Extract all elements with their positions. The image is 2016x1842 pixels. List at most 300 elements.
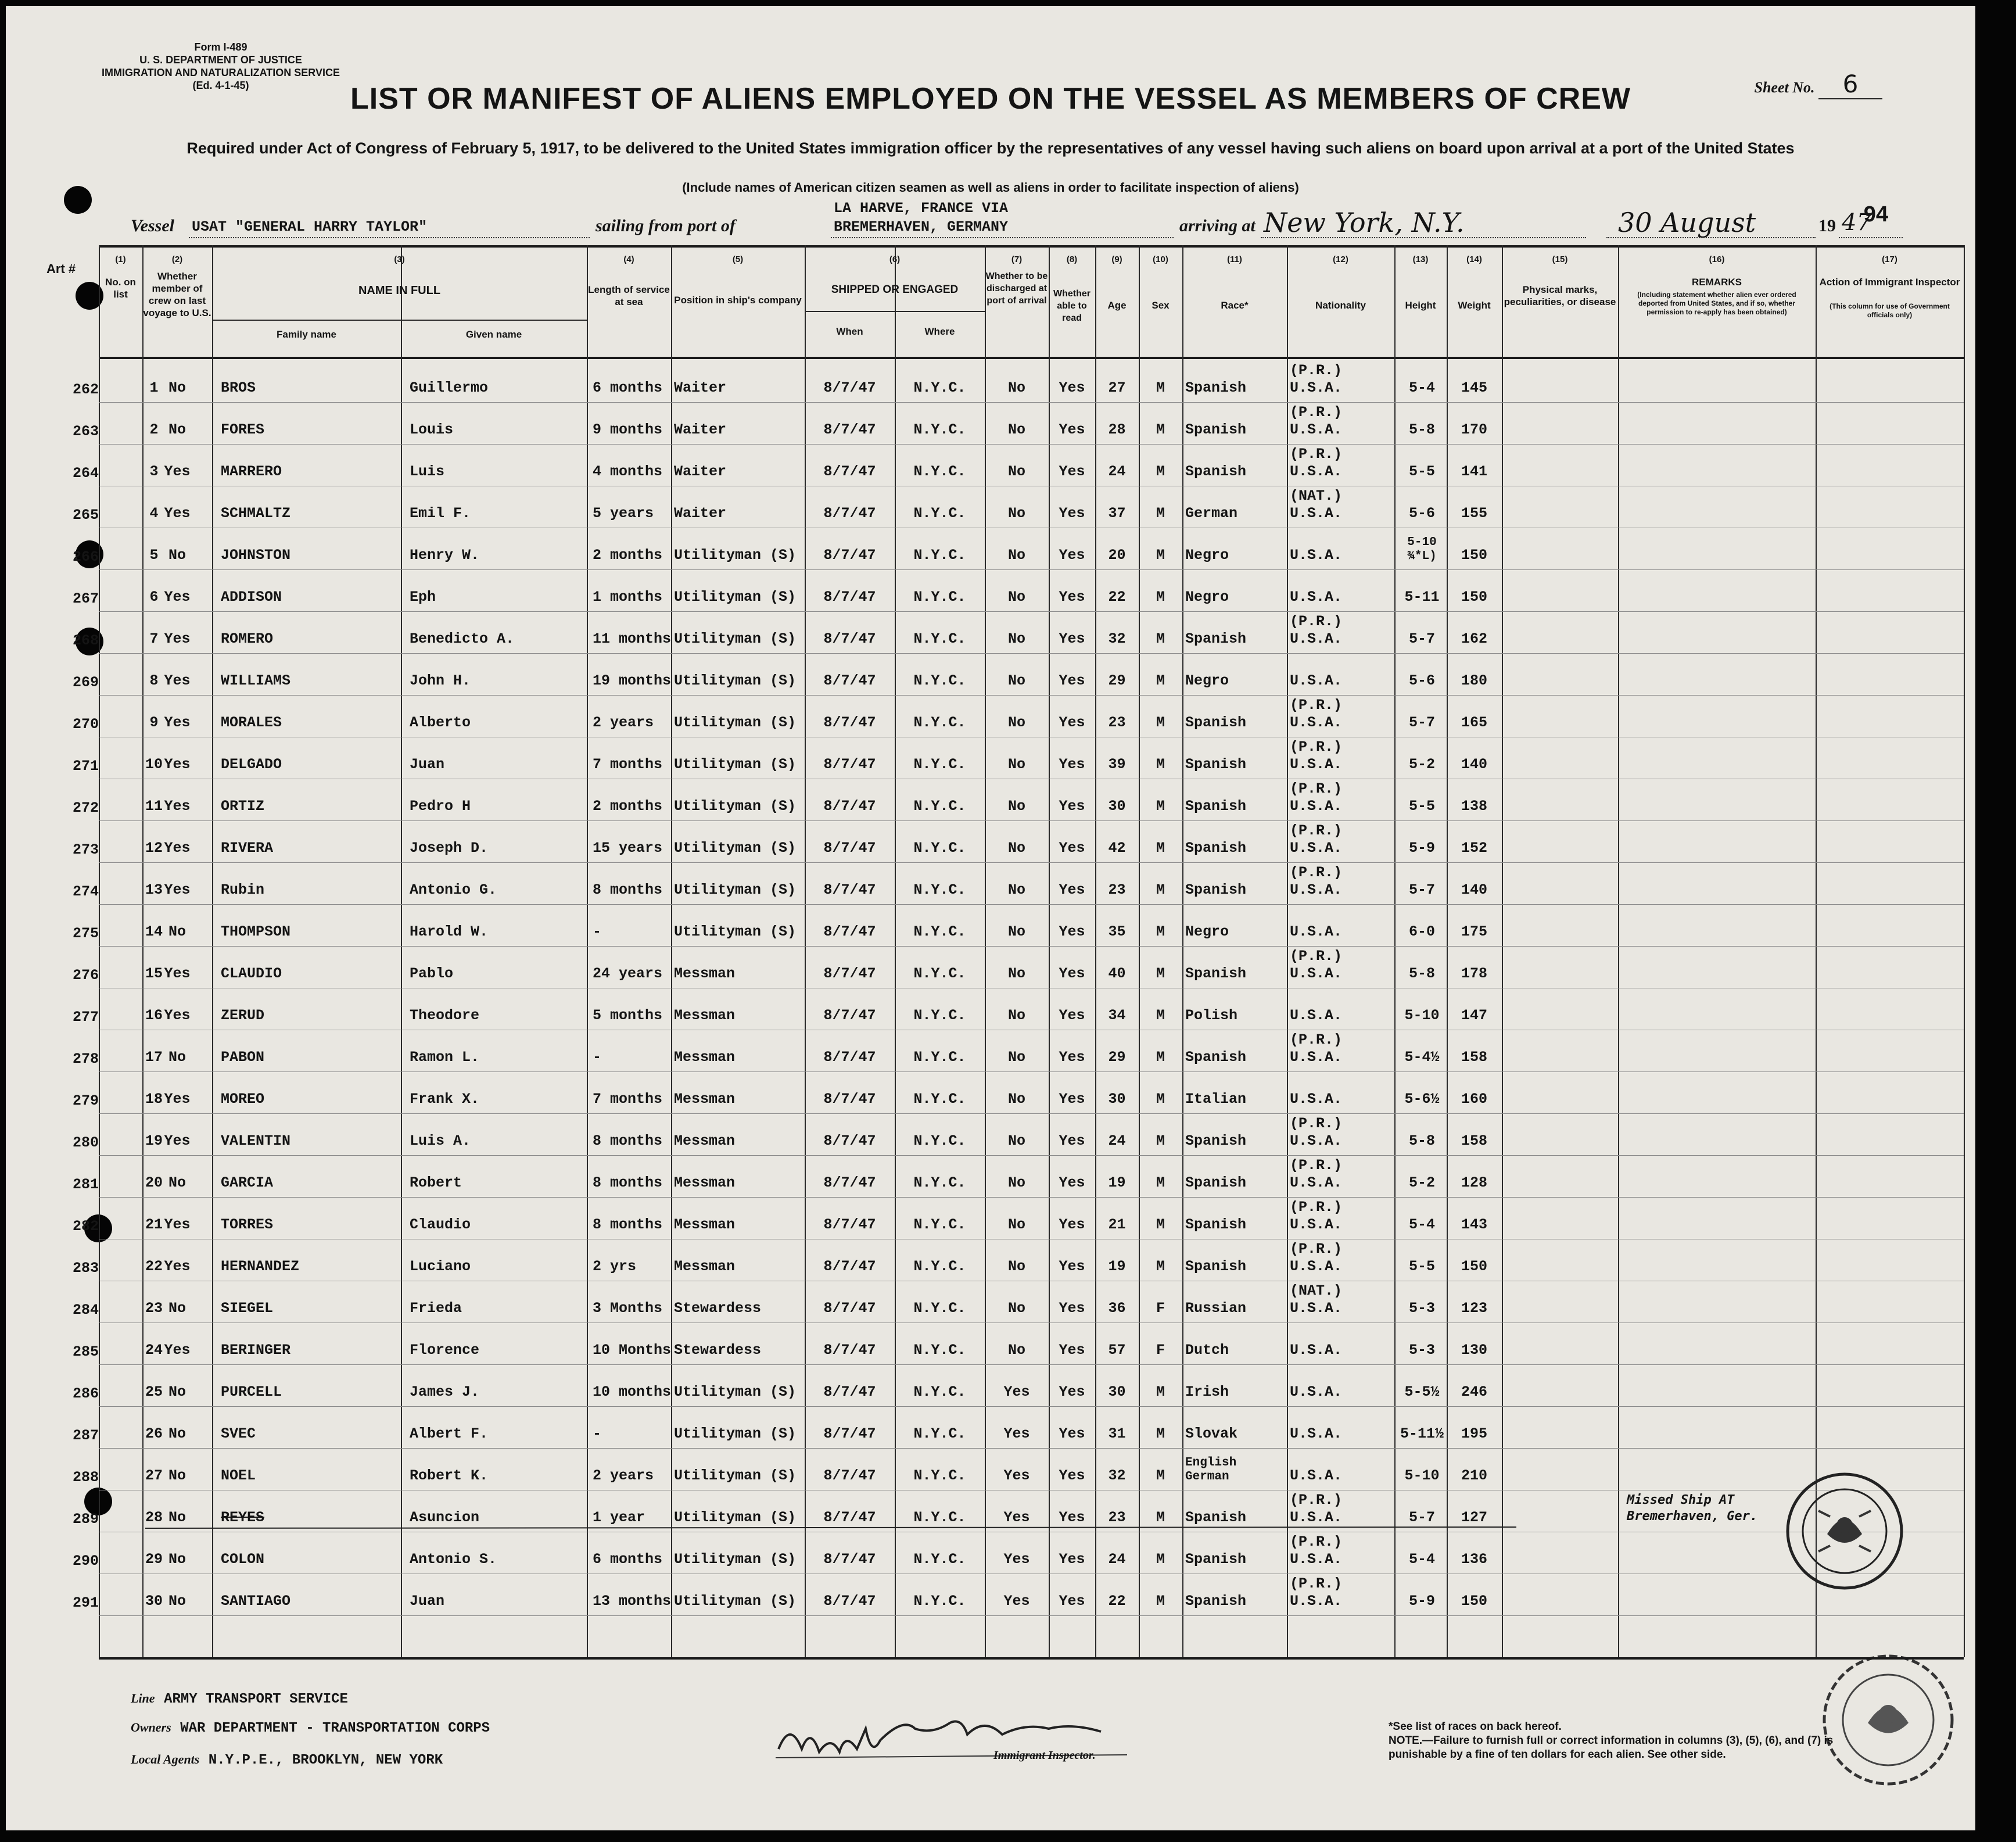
cell-nationality: U.S.A. (1290, 1425, 1343, 1442)
col-header-sex: Sex (1152, 300, 1170, 311)
cell-discharged: No (1007, 840, 1025, 857)
cell-weight: 160 (1461, 1091, 1487, 1108)
cell-no: 25 (145, 1384, 163, 1400)
cell-weight: 150 (1461, 589, 1487, 605)
col-num: (9) (1111, 255, 1122, 264)
cell-sex: M (1156, 798, 1165, 815)
cell-race: Negro (1185, 547, 1229, 564)
cell-given-name: Florence (410, 1342, 480, 1359)
cell-where: N.Y.C. (913, 421, 966, 438)
cell-last-voyage: Yes (164, 1258, 191, 1275)
cell-nationality: U.S.A. (1290, 1467, 1343, 1484)
cell-weight: 170 (1461, 421, 1487, 438)
cell-weight: 246 (1461, 1384, 1487, 1400)
cell-last-voyage: No (168, 923, 186, 940)
cell-no: 29 (145, 1551, 163, 1568)
table-row (99, 737, 1964, 779)
cell-family-name: NOEL (221, 1467, 256, 1484)
cell-where: N.Y.C. (913, 840, 966, 857)
cell-service: 6 months (593, 1551, 663, 1568)
cell-read: Yes (1059, 1258, 1085, 1275)
cell-discharged: Yes (1003, 1593, 1030, 1610)
art-number: 269 (72, 674, 99, 691)
cell-given-name: Guillermo (410, 379, 489, 396)
table-row (99, 1406, 1964, 1449)
cell-where: N.Y.C. (913, 965, 966, 982)
cell-where: N.Y.C. (913, 1342, 966, 1359)
cell-family-name: Rubin (221, 881, 265, 898)
cell-sex: M (1156, 756, 1165, 773)
cell-position: Utilityman (S) (674, 714, 797, 731)
cell-last-voyage: Yes (164, 798, 191, 815)
col-num: (6) (889, 255, 901, 264)
cell-given-name: Frank X. (410, 1091, 480, 1108)
cell-sex: M (1156, 1216, 1165, 1233)
cell-position: Utilityman (S) (674, 840, 797, 857)
cell-age: 24 (1108, 463, 1126, 480)
cell-no: 26 (145, 1425, 163, 1442)
cell-sex: M (1156, 1049, 1165, 1066)
cell-position: Stewardess (674, 1300, 762, 1317)
port-line-2: BREMERHAVEN, GERMANY (834, 218, 1009, 235)
cell-family-name: MORALES (221, 714, 282, 731)
cell-no: 11 (145, 798, 163, 815)
cell-weight: 136 (1461, 1551, 1487, 1568)
cell-discharged: No (1007, 672, 1025, 689)
cell-sex: M (1156, 714, 1165, 731)
cell-sex: M (1156, 1509, 1165, 1526)
cell-where: N.Y.C. (913, 1174, 966, 1191)
cell-when: 8/7/47 (823, 923, 876, 940)
cell-family-name: ORTIZ (221, 798, 265, 815)
cell-service: 7 months (593, 1091, 663, 1108)
cell-when: 8/7/47 (823, 1133, 876, 1149)
cell-family-name: DELGADO (221, 756, 282, 773)
cell-position: Utilityman (S) (674, 881, 797, 898)
table-row (99, 946, 1964, 988)
cell-nationality: U.S.A. (1290, 1551, 1343, 1568)
cell-weight: 141 (1461, 463, 1487, 480)
footer-line-label: Line (131, 1691, 155, 1705)
cell-no: 7 (149, 630, 159, 647)
cell-race: Spanish (1185, 965, 1247, 982)
cell-read: Yes (1059, 1174, 1085, 1191)
cell-age: 24 (1108, 1551, 1126, 1568)
cell-last-voyage: No (168, 1174, 186, 1191)
cell-service: 2 years (593, 714, 654, 731)
cell-race: Spanish (1185, 798, 1247, 815)
cell-weight: 150 (1461, 547, 1487, 564)
cell-family-name: THOMPSON (221, 923, 291, 940)
cell-where: N.Y.C. (913, 1384, 966, 1400)
document-subnote: (Include names of American citizen seamen as well as aliens in order to facilitate inspection of aliens) (682, 180, 1299, 195)
cell-weight: 128 (1461, 1174, 1487, 1191)
cell-sex: M (1156, 923, 1165, 940)
cell-read: Yes (1059, 589, 1085, 605)
table-row (99, 1532, 1964, 1574)
cell-position: Utilityman (S) (674, 589, 797, 605)
cell-no: 9 (149, 714, 159, 731)
cell-age: 32 (1108, 1467, 1126, 1484)
col-num: (1) (115, 255, 126, 264)
col-num: (5) (732, 255, 744, 264)
cell-when: 8/7/47 (823, 798, 876, 815)
footer-top-line (99, 1657, 1964, 1660)
cell-nationality: U.S.A. (1290, 1216, 1343, 1233)
cell-nationality: U.S.A. (1290, 840, 1343, 857)
cell-race: Negro (1185, 672, 1229, 689)
cell-age: 29 (1108, 672, 1126, 689)
col-header-inspector-action: Action of Immigrant Inspector (1819, 277, 1960, 288)
table-row (99, 904, 1964, 947)
cell-sex: M (1156, 1007, 1165, 1024)
cell-sex: M (1156, 1091, 1165, 1108)
cell-nationality: U.S.A. (1290, 1384, 1343, 1400)
cell-where: N.Y.C. (913, 1091, 966, 1108)
cell-weight: 150 (1461, 1258, 1487, 1275)
cell-given-name: Luis A. (410, 1133, 471, 1149)
cell-where: N.Y.C. (913, 1258, 966, 1275)
cell-where: N.Y.C. (913, 672, 966, 689)
cell-no: 1 (149, 379, 159, 396)
cell-height: 5-7 (1408, 881, 1435, 898)
cell-service: 2 years (593, 1467, 654, 1484)
cell-read: Yes (1059, 672, 1085, 689)
cell-race: Spanish (1185, 463, 1247, 480)
art-column-label: Art # (46, 261, 76, 276)
cell-sex: M (1156, 630, 1165, 647)
col-header-nationality: Nationality (1315, 300, 1366, 311)
cell-when: 8/7/47 (823, 672, 876, 689)
arriving-label: arriving at (1179, 216, 1255, 235)
art-number: 290 (72, 1553, 99, 1569)
cell-last-voyage: No (168, 1551, 186, 1568)
cell-discharged: No (1007, 1091, 1025, 1108)
cell-race: Spanish (1185, 1174, 1247, 1191)
cell-age: 30 (1108, 798, 1126, 815)
cell-service: 5 months (593, 1007, 663, 1024)
table-row (99, 444, 1964, 486)
cell-nationality-note: (P.R.) (1290, 1157, 1343, 1174)
cell-family-name: TORRES (221, 1216, 274, 1233)
cell-family-name: RIVERA (221, 840, 274, 857)
cell-where: N.Y.C. (913, 756, 966, 773)
cell-height: 5-7 (1408, 630, 1435, 647)
table-row (99, 611, 1964, 654)
art-number: 287 (72, 1427, 99, 1444)
cell-last-voyage: No (168, 1593, 186, 1610)
cell-race: Spanish (1185, 1049, 1247, 1066)
cell-no: 18 (145, 1091, 163, 1108)
col-num: (17) (1882, 255, 1897, 264)
cell-sex: M (1156, 421, 1165, 438)
cell-race: Russian (1185, 1300, 1247, 1317)
col-num: (3) (394, 255, 405, 264)
cell-given-name: Harold W. (410, 923, 489, 940)
remarks-note (1627, 1492, 1757, 1525)
art-number: 276 (72, 967, 99, 984)
cell-race: Negro (1185, 923, 1229, 940)
cell-race: Spanish (1185, 1509, 1247, 1526)
cell-nationality-note: (P.R.) (1290, 864, 1343, 881)
cell-discharged: No (1007, 965, 1025, 982)
col-num: (4) (623, 255, 634, 264)
cell-read: Yes (1059, 1049, 1085, 1066)
cell-position: Utilityman (S) (674, 1425, 797, 1442)
cell-read: Yes (1059, 1384, 1085, 1400)
cell-where: N.Y.C. (913, 1300, 966, 1317)
cell-last-voyage: Yes (164, 1133, 191, 1149)
cell-no: 8 (149, 672, 159, 689)
cell-no: 21 (145, 1216, 163, 1233)
cell-position: Utilityman (S) (674, 923, 797, 940)
table-row (99, 1155, 1964, 1198)
cell-when: 8/7/47 (823, 1384, 876, 1400)
cell-given-name: Luciano (410, 1258, 471, 1275)
cell-read: Yes (1059, 1509, 1085, 1526)
art-number: 272 (72, 800, 99, 816)
cell-age: 23 (1108, 714, 1126, 731)
cell-nationality-note: (P.R.) (1290, 697, 1343, 714)
cell-position: Utilityman (S) (674, 756, 797, 773)
cell-weight: 138 (1461, 798, 1487, 815)
form-id-line: IMMIGRATION AND NATURALIZATION SERVICE (102, 67, 340, 78)
cell-read: Yes (1059, 1007, 1085, 1024)
cell-race: Spanish (1185, 1216, 1247, 1233)
cell-height: 5-10 (1404, 1007, 1440, 1024)
art-number: 275 (72, 925, 99, 942)
cell-last-voyage: No (168, 379, 186, 396)
art-number: 281 (72, 1176, 99, 1193)
cell-service: 8 months (593, 1174, 663, 1191)
cell-when: 8/7/47 (823, 1593, 876, 1610)
table-row (99, 779, 1964, 821)
cell-nationality-note: (P.R.) (1290, 948, 1343, 965)
cell-when: 8/7/47 (823, 547, 876, 564)
cell-discharged: No (1007, 1174, 1025, 1191)
cell-position: Messman (674, 1007, 736, 1024)
cell-when: 8/7/47 (823, 1216, 876, 1233)
cell-height: 5-9 (1408, 1593, 1435, 1610)
cell-no: 13 (145, 881, 163, 898)
cell-when: 8/7/47 (823, 1509, 876, 1526)
cell-height: 5-8 (1408, 1133, 1435, 1149)
table-row (99, 1574, 1964, 1616)
art-number: 277 (72, 1009, 99, 1026)
cell-discharged: Yes (1003, 1467, 1030, 1484)
cell-no: 4 (149, 505, 159, 522)
cell-weight: 150 (1461, 1593, 1487, 1610)
cell-weight: 210 (1461, 1467, 1487, 1484)
cell-service: 1 year (593, 1509, 645, 1526)
cell-discharged: No (1007, 923, 1025, 940)
cell-family-name: FORES (221, 421, 265, 438)
cell-discharged: No (1007, 421, 1025, 438)
cell-given-name: Juan (410, 756, 445, 773)
cell-service: 9 months (593, 421, 663, 438)
cell-discharged: No (1007, 379, 1025, 396)
cell-height: 5-3 (1408, 1300, 1435, 1317)
page-number: 94 (1863, 202, 1888, 227)
cell-sex: M (1156, 1467, 1165, 1484)
year-suffix: 47 (1842, 209, 1871, 236)
cell-family-name: COLON (221, 1551, 265, 1568)
col-header-family-name: Family name (277, 329, 336, 340)
cell-no: 22 (145, 1258, 163, 1275)
art-number: 273 (72, 841, 99, 858)
cell-no: 14 (145, 923, 163, 940)
col-header-age: Age (1107, 300, 1127, 311)
cell-age: 30 (1108, 1384, 1126, 1400)
cell-last-voyage: Yes (164, 463, 191, 480)
cell-where: N.Y.C. (913, 1593, 966, 1610)
cell-position: Utilityman (S) (674, 547, 797, 564)
cell-nationality: U.S.A. (1290, 630, 1343, 647)
cell-position: Utilityman (S) (674, 798, 797, 815)
cell-nationality-note: (P.R.) (1290, 822, 1343, 839)
cell-family-name: BERINGER (221, 1342, 291, 1359)
cell-position: Messman (674, 1133, 736, 1149)
cell-when: 8/7/47 (823, 756, 876, 773)
cell-when: 8/7/47 (823, 1467, 876, 1484)
cell-when: 8/7/47 (823, 881, 876, 898)
cell-read: Yes (1059, 1216, 1085, 1233)
cell-race: Spanish (1185, 714, 1247, 731)
cell-height: 5-5 (1408, 798, 1435, 815)
cell-given-name: Luis (410, 463, 445, 480)
cell-when: 8/7/47 (823, 463, 876, 480)
cell-sex: M (1156, 505, 1165, 522)
cell-race: English German (1185, 1456, 1237, 1483)
cell-age: 34 (1108, 1007, 1126, 1024)
cell-read: Yes (1059, 1551, 1085, 1568)
cell-weight: 162 (1461, 630, 1487, 647)
cell-discharged: No (1007, 630, 1025, 647)
cell-where: N.Y.C. (913, 1467, 966, 1484)
cell-read: Yes (1059, 756, 1085, 773)
table-row (99, 988, 1964, 1030)
cell-height: 5-10 ¾*L) (1407, 536, 1437, 563)
col-num: (12) (1333, 255, 1348, 264)
cell-when: 8/7/47 (823, 1049, 876, 1066)
cell-age: 20 (1108, 547, 1126, 564)
cell-family-name: MARRERO (221, 463, 282, 480)
cell-age: 22 (1108, 589, 1126, 605)
cell-nationality-note: (NAT.) (1290, 488, 1343, 504)
cell-read: Yes (1059, 965, 1085, 982)
cell-family-name: ZERUD (221, 1007, 265, 1024)
cell-race: Dutch (1185, 1342, 1229, 1359)
cell-given-name: Frieda (410, 1300, 462, 1317)
cell-given-name: Emil F. (410, 505, 471, 522)
cell-sex: M (1156, 1551, 1165, 1568)
art-number: 264 (72, 465, 99, 482)
cell-sex: M (1156, 1133, 1165, 1149)
cell-discharged: No (1007, 1342, 1025, 1359)
cell-last-voyage: No (168, 1384, 186, 1400)
cell-service: 5 years (593, 505, 654, 522)
table-row (99, 1448, 1964, 1490)
art-number: 285 (72, 1343, 99, 1360)
cell-sex: M (1156, 881, 1165, 898)
cell-family-name: VALENTIN (221, 1133, 291, 1149)
cell-read: Yes (1059, 1467, 1085, 1484)
cell-race: Spanish (1185, 1133, 1247, 1149)
cell-last-voyage: Yes (164, 505, 191, 522)
col-num: (7) (1011, 255, 1023, 264)
cell-family-name: SCHMALTZ (221, 505, 291, 522)
table-row (99, 402, 1964, 445)
cell-last-voyage: Yes (164, 881, 191, 898)
year-prefix: 19 (1818, 216, 1836, 235)
cell-no: 28 (145, 1509, 163, 1526)
cell-nationality: U.S.A. (1290, 965, 1343, 982)
cell-where: N.Y.C. (913, 547, 966, 564)
cell-where: N.Y.C. (913, 505, 966, 522)
cell-discharged: Yes (1003, 1509, 1030, 1526)
cell-weight: 155 (1461, 505, 1487, 522)
col-header-given-name: Given name (465, 329, 522, 340)
cell-read: Yes (1059, 1091, 1085, 1108)
cell-weight: 152 (1461, 840, 1487, 857)
col-header-position: Position in ship's company (674, 295, 802, 306)
col-num: (15) (1552, 255, 1568, 264)
cell-weight: 158 (1461, 1133, 1487, 1149)
cell-position: Messman (674, 1258, 736, 1275)
col-header-remarks: REMARKS (1692, 277, 1742, 288)
cell-read: Yes (1059, 1133, 1085, 1149)
cell-nationality-note: (P.R.) (1290, 613, 1343, 630)
cell-when: 8/7/47 (823, 379, 876, 396)
cell-discharged: No (1007, 589, 1025, 605)
arrival-date: 30 August (1618, 207, 1756, 238)
art-number: 280 (72, 1134, 99, 1151)
cell-given-name: Claudio (410, 1216, 471, 1233)
cell-when: 8/7/47 (823, 714, 876, 731)
cell-given-name: Eph (410, 589, 436, 605)
cell-last-voyage: No (168, 1467, 186, 1484)
col-header-height: Height (1405, 300, 1436, 311)
cell-no: 24 (145, 1342, 163, 1359)
cell-when: 8/7/47 (823, 1258, 876, 1275)
cell-service: 8 months (593, 1216, 663, 1233)
cell-race: Italian (1185, 1091, 1247, 1108)
cell-service: 7 months (593, 756, 663, 773)
arriving-at-value: New York, N.Y. (1264, 207, 1465, 238)
cell-weight: 195 (1461, 1425, 1487, 1442)
cell-weight: 143 (1461, 1216, 1487, 1233)
cell-nationality-note: (P.R.) (1290, 1575, 1343, 1592)
cell-nationality: U.S.A. (1290, 923, 1343, 940)
cell-nationality: U.S.A. (1290, 1258, 1343, 1275)
cell-discharged: No (1007, 756, 1025, 773)
table-row (99, 653, 1964, 696)
cell-service: 3 Months (593, 1300, 663, 1317)
cell-family-name: SANTIAGO (221, 1593, 291, 1610)
cell-nationality: U.S.A. (1290, 1174, 1343, 1191)
race-note: *See list of races on back hereof. (1389, 1721, 1562, 1733)
form-id-line: U. S. DEPARTMENT OF JUSTICE (139, 54, 302, 66)
cell-discharged: No (1007, 505, 1025, 522)
cell-discharged: No (1007, 547, 1025, 564)
vessel-name: USAT "GENERAL HARRY TAYLOR" (192, 218, 428, 235)
cell-nationality: U.S.A. (1290, 1007, 1343, 1024)
cell-nationality-note: (P.R.) (1290, 404, 1343, 421)
cell-no: 16 (145, 1007, 163, 1024)
document-subtitle: Required under Act of Congress of February 5, 1917, to be delivered to the United States immigration officer by the representatives of any vessel having such aliens on board upon arrival at a port of the United States (186, 139, 1795, 157)
cell-when: 8/7/47 (823, 630, 876, 647)
table-row (99, 569, 1964, 612)
